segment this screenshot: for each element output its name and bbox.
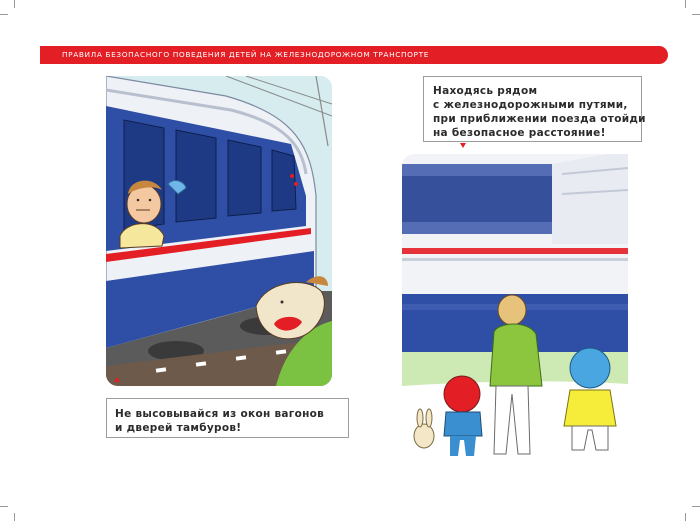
crop-mark [0, 506, 8, 507]
caption-platform-warning [423, 76, 646, 142]
caption-window-warning [106, 398, 349, 438]
crop-mark [685, 513, 686, 521]
crop-mark [0, 14, 8, 15]
caption-line: Находясь рядом [433, 85, 538, 97]
caption-pointer [460, 143, 466, 148]
caption-line: с железнодорожными путями, [433, 99, 628, 111]
illustration-window-danger [106, 76, 332, 386]
page-title: ПРАВИЛА БЕЗОПАСНОГО ПОВЕДЕНИЯ ДЕТЕЙ НА ЖЕЛЕЗНОДОРОЖНОМ ТРАНСПОРТЕ [62, 50, 430, 59]
platform-scene [402, 154, 628, 472]
crop-mark [14, 0, 15, 8]
header-banner [40, 46, 668, 64]
caption-pointer [114, 377, 120, 382]
illustration-platform-safety [402, 154, 628, 472]
crop-mark [14, 513, 15, 521]
caption-line: при приближении поезда отойди [433, 113, 646, 125]
caption-line: на безопасное расстояние! [433, 127, 606, 139]
train-window-scene [106, 76, 332, 386]
crop-mark [692, 506, 700, 507]
crop-mark [692, 14, 700, 15]
caption-line: Не высовывайся из окон вагонов [115, 408, 325, 420]
crop-mark [685, 0, 686, 8]
caption-line: и дверей тамбуров! [115, 422, 242, 434]
